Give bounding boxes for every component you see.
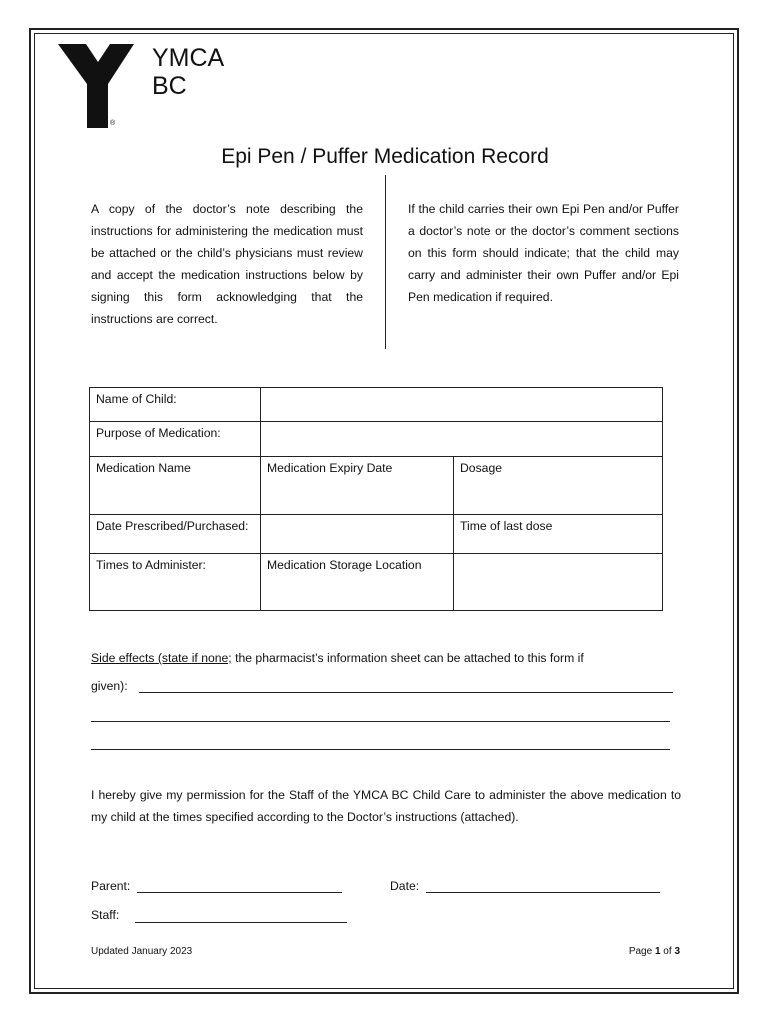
medication-table: [89, 387, 663, 611]
ymca-logo-icon: [58, 44, 138, 134]
purpose-label: Purpose of Medication:: [90, 422, 261, 457]
storage-location-field[interactable]: [454, 554, 663, 611]
intro-left-text: A copy of the doctor’s note describing the instructions for administering the medication must be attached or the child’s physicians must review and accept the medication instructions below by signing this form acknowledging that the instructions are correct.: [91, 202, 363, 326]
date-line[interactable]: [426, 892, 660, 893]
updated-date: Updated January 2023: [91, 946, 193, 957]
side-effects-label: [91, 650, 584, 666]
page-title: Epi Pen / Puffer Medication Record: [221, 145, 549, 168]
dosage-cell[interactable]: Dosage: [454, 457, 663, 515]
purpose-field[interactable]: [261, 422, 663, 457]
registered-mark: ®: [110, 120, 116, 127]
parent-signature-line[interactable]: [137, 892, 342, 893]
intro-right-text: If the child carries their own Epi Pen and/or Puffer a doctor’s note or the doctor’s comment sections on this form should indicate; that the child may carry and administer their own Puffer and/or Epi Pen medication if required.: [408, 202, 679, 304]
staff-label: Staff:: [91, 908, 120, 922]
page-current: 1: [654, 946, 661, 957]
page-total: 3: [674, 946, 680, 957]
parent-label: Parent:: [91, 879, 131, 893]
date-label: Date:: [390, 879, 420, 893]
page-number: [618, 946, 680, 957]
given-label: given):: [91, 679, 128, 693]
date-prescribed-label: Date Prescribed/Purchased:: [90, 515, 261, 554]
side-effects-line-2[interactable]: [91, 721, 670, 722]
name-of-child-field[interactable]: [261, 388, 663, 422]
date-prescribed-field[interactable]: [261, 515, 454, 554]
medication-name-cell[interactable]: Medication Name: [90, 457, 261, 515]
times-to-administer-cell[interactable]: Times to Administer:: [90, 554, 261, 611]
name-of-child-label: Name of Child:: [90, 388, 261, 422]
logo-wordmark: [152, 44, 224, 100]
permission-statement: I hereby give my permission for the Staff of the YMCA BC Child Care to administer the above medication to my child at the times specified according to the Doctor’s instructions (attached).: [91, 788, 681, 824]
page-prefix: Page: [628, 946, 655, 957]
expiry-date-cell[interactable]: Medication Expiry Date: [261, 457, 454, 515]
side-effects-line-1[interactable]: [139, 692, 673, 693]
staff-signature-line[interactable]: [135, 922, 347, 923]
side-effects-rest: the pharmacist’s information sheet can be attached to this form if: [231, 651, 584, 665]
storage-location-cell[interactable]: Medication Storage Location: [261, 554, 454, 611]
side-effects-underlined: Side effects (state if none;: [91, 651, 232, 665]
side-effects-line-3[interactable]: [91, 749, 670, 750]
page-of: of: [660, 946, 675, 957]
logo-line-2: BC: [152, 72, 187, 100]
column-divider: [385, 175, 386, 349]
logo-line-1: YMCA: [152, 44, 225, 72]
time-last-dose-cell[interactable]: Time of last dose: [454, 515, 663, 554]
